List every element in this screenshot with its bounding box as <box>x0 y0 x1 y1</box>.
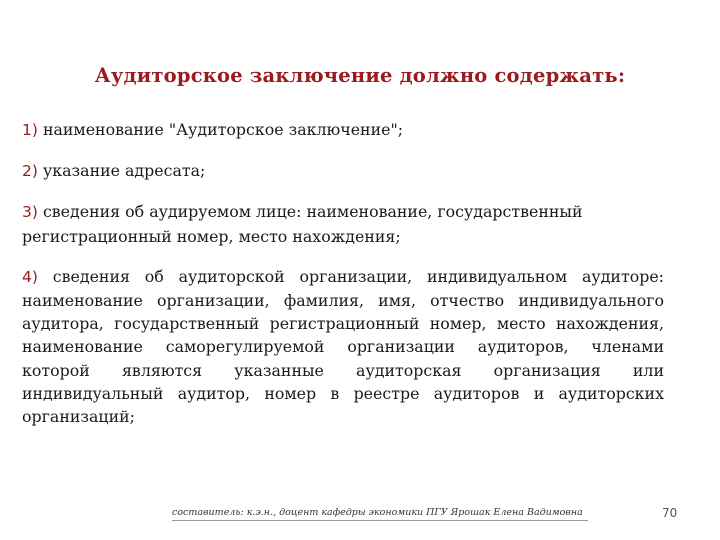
item-text: указание адресата; <box>37 161 206 181</box>
item-number: 3) <box>22 203 38 222</box>
slide-title: Аудиторское заключение должно содержать: <box>94 64 626 87</box>
item-text: наименование "Аудиторское заключение"; <box>37 120 404 139</box>
item-number: 2) <box>22 162 38 181</box>
item-number: 1) <box>22 121 38 139</box>
item-text: сведения об аудируемом лице: наименование, государственный регистрационный номер, место нахождения; <box>22 202 583 246</box>
item-text: сведения об аудиторской организации, индивидуальном аудиторе: наименование организации, фамилия, имя, отчество индивидуального аудитора, государственный регистрационный номер, место нахождения, наименование саморегулируемой организации аудиторов, членами которой являются указанные аудиторская организация или индивидуальный аудитор, номер в реестре аудиторов и аудиторских организаций; <box>22 266 664 427</box>
page-number: 70 <box>662 506 678 520</box>
list-item-3 <box>22 200 702 247</box>
footer-author: составитель: к.э.н., доцент кафедры экономики ПГУ Ярошак Елена Вадимовна <box>172 507 583 518</box>
list-item-2 <box>22 159 702 183</box>
item-number: 4) <box>22 267 38 286</box>
list-item-1 <box>22 118 702 142</box>
list-item-4 <box>22 265 664 428</box>
footer-divider <box>172 520 588 521</box>
requirements-list <box>22 118 702 445</box>
